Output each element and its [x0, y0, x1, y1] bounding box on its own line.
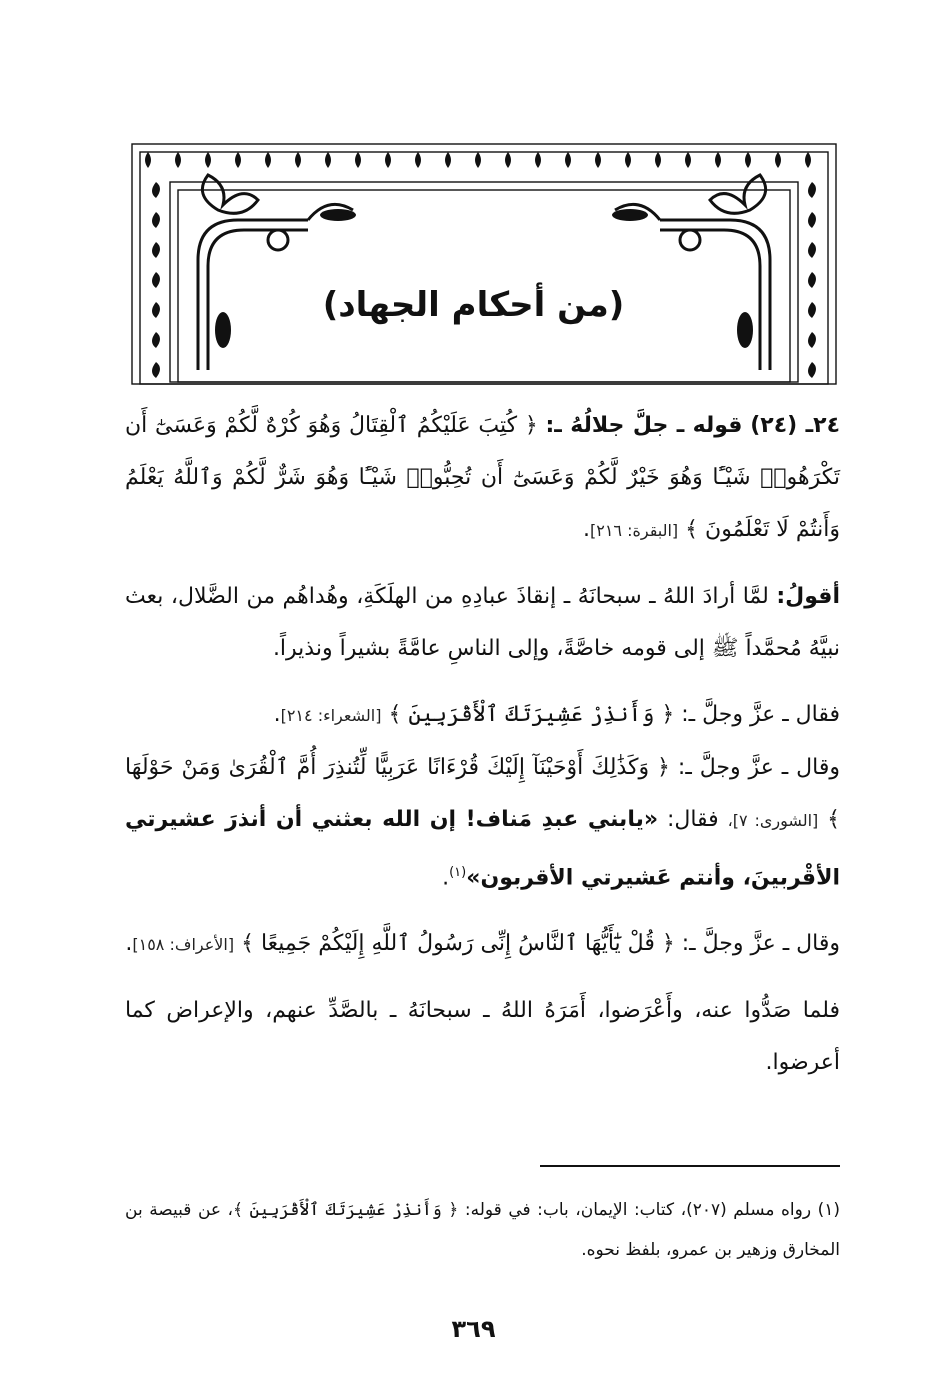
chapter-title: (من أحكام الجهاد)	[322, 285, 625, 325]
footnote-verse: ﴿ وَأَنذِرْ عَشِيرَتَكَ ٱلْأَقْرَبِينَ ﴾	[233, 1200, 459, 1220]
page-number: ٣٦٩	[451, 1315, 496, 1343]
frame-ornament	[148, 362, 164, 378]
frame-ornament	[680, 152, 696, 168]
frame-ornament	[260, 152, 276, 168]
quote-1	[125, 689, 840, 742]
punctuation: .	[125, 931, 133, 957]
frame-ornament	[380, 152, 396, 168]
verse-reference: [الشورى: ٧]،	[727, 811, 819, 830]
frame-ornament	[560, 152, 576, 168]
closing-paragraph: فلما صَدُّوا عنه، وأَعْرَضوا، أَمَرَهُ اللهُ ـ سبحانَهُ ـ بالصَّدِّ عنهم، والإعراض كما أعرضوا.	[125, 998, 840, 1076]
frame-ornament	[500, 152, 516, 168]
quran-verse: ﴿ كُتِبَ عَلَيْكُمُ ٱلْقِتَالُ وَهُوَ كُرْهٌ لَّكُمْ وَعَسَىٰٓ أَن تَكْرَهُوا۟ شَيْـًٔا وَهُوَ خَيْرٌ لَّكُمْ وَعَسَىٰٓ أَن تُحِبُّوا۟ شَيْـًٔا وَهُوَ شَرٌّ لَّكُمْ وَٱللَّهُ يَعْلَمُ وَأَنتُمْ لَا تَعْلَمُونَ ﴾	[125, 413, 840, 542]
frame-ornament	[740, 152, 756, 168]
verse-reference: [البقرة: ٢١٦]	[589, 521, 679, 540]
quote-intro: وقال ـ عزَّ وجلَّ ـ:	[681, 931, 840, 957]
frame-ornament-graphic	[128, 140, 840, 388]
frame-ornament	[410, 152, 426, 168]
frame-ornament	[620, 152, 636, 168]
verse-reference: [الأعراف: ١٥٨]	[132, 935, 235, 955]
punctuation: .	[442, 865, 450, 891]
frame-ornament	[170, 152, 186, 168]
frame-ornament	[148, 212, 164, 228]
comment-label: أقولُ:	[776, 584, 841, 609]
frame-ornament	[320, 152, 336, 168]
frame-ornament	[770, 152, 786, 168]
verse-reference: [الشعراء: ٢١٤]	[280, 706, 382, 725]
frame-ornament	[530, 152, 546, 168]
frame-ornament	[148, 332, 164, 348]
quote-intro: فقال ـ عزَّ وجلَّ ـ:	[681, 702, 840, 727]
frame-ornament	[804, 362, 820, 378]
footnote-marker[interactable]: (١)	[449, 865, 467, 880]
comment-text: لمَّا أرادَ اللهُ ـ سبحانَهُ ـ إنقاذَ عبادِهِ من الهلَكَةِ، وهُداهُم من الضَّلال، بعث نبيَّهُ مُحمَّداً ﷺ إلى قومه خاصَّةً، وإلى الناسِ عامَّةً بشيراً ونذيراً.	[125, 584, 840, 661]
footnote-text: رواه مسلم (٢٠٧)، كتاب: الإيمان، باب: في قوله:	[464, 1200, 812, 1220]
frame-ornament	[804, 182, 820, 198]
frame-ornament	[710, 152, 726, 168]
quote-intro: وقال ـ عزَّ وجلَّ ـ:	[677, 755, 841, 780]
quran-verse: ﴿ قُلْ يَٰٓأَيُّهَا ٱلنَّاسُ إِنِّى رَسُولُ ٱللَّهِ إِلَيْكُمْ جَمِيعًا ﴾	[241, 931, 675, 957]
section-24	[125, 400, 840, 557]
frame-ornament	[650, 152, 666, 168]
section-intro: قوله ـ جلَّ جلالُهُ ـ:	[545, 413, 743, 438]
frame-ornament	[148, 242, 164, 258]
hadith-intro: فقال:	[666, 807, 719, 832]
frame-ornament	[804, 242, 820, 258]
ornamental-frame	[128, 140, 840, 388]
frame-ornament	[804, 212, 820, 228]
frame-ornament	[804, 332, 820, 348]
frame-ornament	[290, 152, 306, 168]
footnote-text-2: ، عن قبيصة بن المخارق وزهير بن عمرو، بلفظ نحوه.	[125, 1200, 840, 1260]
frame-ornament	[440, 152, 456, 168]
quran-verse: ﴿ وَكَذَٰلِكَ أَوْحَيْنَآ إِلَيْكَ قُرْءَانًا عَرَبِيًّا لِّتُنذِرَ أُمَّ ٱلْقُرَىٰ وَمَنْ حَوْلَهَا ﴾	[125, 755, 841, 832]
frame-ornament	[140, 152, 156, 168]
frame-ornament	[200, 152, 216, 168]
footnote-separator	[540, 1165, 840, 1167]
main-content	[125, 400, 840, 1089]
section-number: ٢٤ـ (٢٤)	[750, 413, 841, 438]
frame-ornament	[470, 152, 486, 168]
comment-paragraph	[125, 571, 840, 675]
footnote	[125, 1190, 840, 1270]
quote-3	[125, 918, 840, 971]
hadith-text: «يابني عبدِ مَناف! إن الله بعثني أن أنذرَ عشيرتي الأقْربينَ، وأنتم عَشيرتي الأقربون»	[125, 807, 840, 891]
frame-ornament	[800, 152, 816, 168]
quote-2	[125, 742, 840, 904]
frame-ornament	[148, 182, 164, 198]
punctuation: .	[582, 517, 590, 542]
footnote-number: (١)	[817, 1200, 841, 1220]
punctuation: .	[273, 702, 281, 727]
frame-ornament	[230, 152, 246, 168]
quran-verse: ﴿ وَأَنذِرْ عَشِيرَتَكَ ٱلْأَقْرَبِينَ ﴾	[388, 702, 675, 727]
frame-ornament	[350, 152, 366, 168]
frame-ornament	[590, 152, 606, 168]
